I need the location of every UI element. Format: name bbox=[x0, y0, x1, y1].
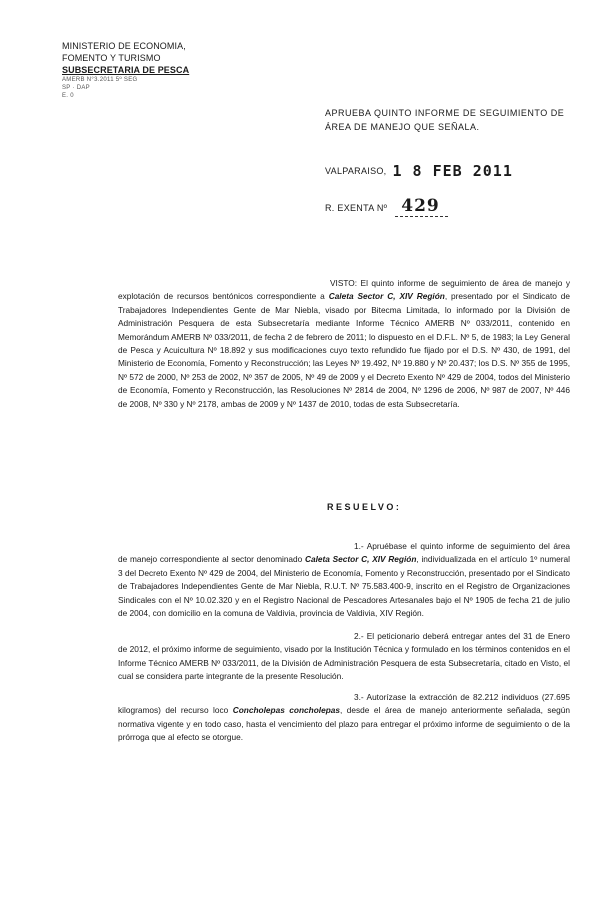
subsecretaria-name: SUBSECRETARIA DE PESCA bbox=[62, 65, 190, 75]
letterhead bbox=[62, 40, 202, 100]
sector-name-2: Caleta Sector C, XIV Región bbox=[305, 554, 417, 565]
resuelvo-heading: RESUELVO: bbox=[327, 502, 402, 512]
ministry-name: MINISTERIO DE ECONOMIA, bbox=[62, 41, 186, 51]
species-name: Concholepas concholepas bbox=[232, 705, 341, 716]
item-1-paragraph: 1.- Apruébase el quinto informe de seguimiento del área de manejo correspondiente al sector denominado Caleta Sector C, XIV Región, individualizada en el artículo 1º numeral 3 del Decreto Exento Nº 429 de 2004, del Ministerio de Economía, Fomento y Reconstrucción, presentado por el Sindicato de Trabajadores Independientes Gente de Mar Niebla, R.U.T. Nº 75.583.400-9, inscrito en el Registro de Organizaciones Sindicales con el Nº 10.02.320 y en el Registro Nacional de Pescadores Artesanales bajo el Nº 1905 de fecha 21 de julio de 2004, con domicilio en la comuna de Valdivia, provincia de Valdivia, XIV Región. bbox=[118, 541, 571, 619]
item-3-paragraph: 3.- Autorízase la extracción de 82.212 individuos (27.695 kilogramos) del recurso loco Concholepas concholepas, desde el área de manejo anteriormente señalada, según normativa vigente y en todo caso, hasta el vencimiento del plazo para entregar el próximo informe de seguimiento o de la prórroga que al efecto se otorgue. bbox=[118, 692, 571, 743]
exenta-line bbox=[325, 196, 448, 217]
date-stamp: 1 8 FEB 2011 bbox=[392, 162, 513, 180]
sector-name: Caleta Sector C, XIV Región bbox=[328, 291, 445, 302]
date-line bbox=[325, 162, 513, 180]
reference-stamp-2: SP · DAP bbox=[62, 85, 90, 91]
reference-stamp-1: AMERB N°3.2011 5º SEG bbox=[62, 77, 138, 83]
exenta-number: 429 bbox=[395, 196, 448, 217]
exenta-label: R. EXENTA Nº bbox=[325, 203, 388, 213]
ministry-name-2: FOMENTO Y TURISMO bbox=[62, 53, 161, 63]
resolution-subject: APRUEBA QUINTO INFORME DE SEGUIMIENTO DE ÁREA DE MANEJO QUE SEÑALA. bbox=[325, 108, 565, 132]
reference-stamp-3: E. 0 bbox=[62, 93, 74, 99]
item-2-paragraph: 2.- El peticionario deberá entregar antes del 31 de Enero de 2012, el próximo informe de seguimiento, visado por la Institución Técnica y formulado en los términos contenidos en el Informe Técnico AMERB Nº 033/2011, de la División de Administración Pesquera de esta Subsecretaría, citado en Visto, el cual se considera parte integrante de la presente Resolución. bbox=[118, 631, 570, 682]
place-label: VALPARAISO, bbox=[325, 166, 387, 176]
visto-paragraph: VISTO: El quinto informe de seguimiento de área de manejo y explotación de recursos bentónicos correspondiente a Caleta Sector C, XIV Región, presentado por el Sindicato de Trabajadores Independientes Gente de Mar Niebla, visado por Bitecma Limitada, lo informado por la División de Administración Pesquera de esta Subsecretaría mediante Informe Técnico AMERB Nº 033/2011, contenido en Memorándum AMERB Nº 033/2011, de fecha 2 de febrero de 2011; lo dispuesto en el D.F.L. Nº 5, de 1983; la Ley General de Pesca y Acuicultura Nº 18.892 y sus modificaciones cuyo texto refundido fue fijado por el D.S. Nº 430, de 1991, del Ministerio de Economía, Fomento y Reconstrucción; las Leyes Nº 19.492, Nº 19.880 y Nº 20.437; los D.S. Nº 355 de 1995, Nº 572 de 2000, Nº 253 de 2002, Nº 357 de 2005, Nº 49 de 2009 y el Decreto Exento Nº 429 de 2004, todos del Ministerio de Economía, Fomento y Reconstrucción, las Resoluciones Nº 2814 de 2004, Nº 1296 de 2006, Nº 987 de 2007, Nº 446 de 2008, Nº 330 y Nº 2178, ambas de 2009 y Nº 1437 de 2010, todas de esta Subsecretaría. bbox=[118, 278, 570, 409]
